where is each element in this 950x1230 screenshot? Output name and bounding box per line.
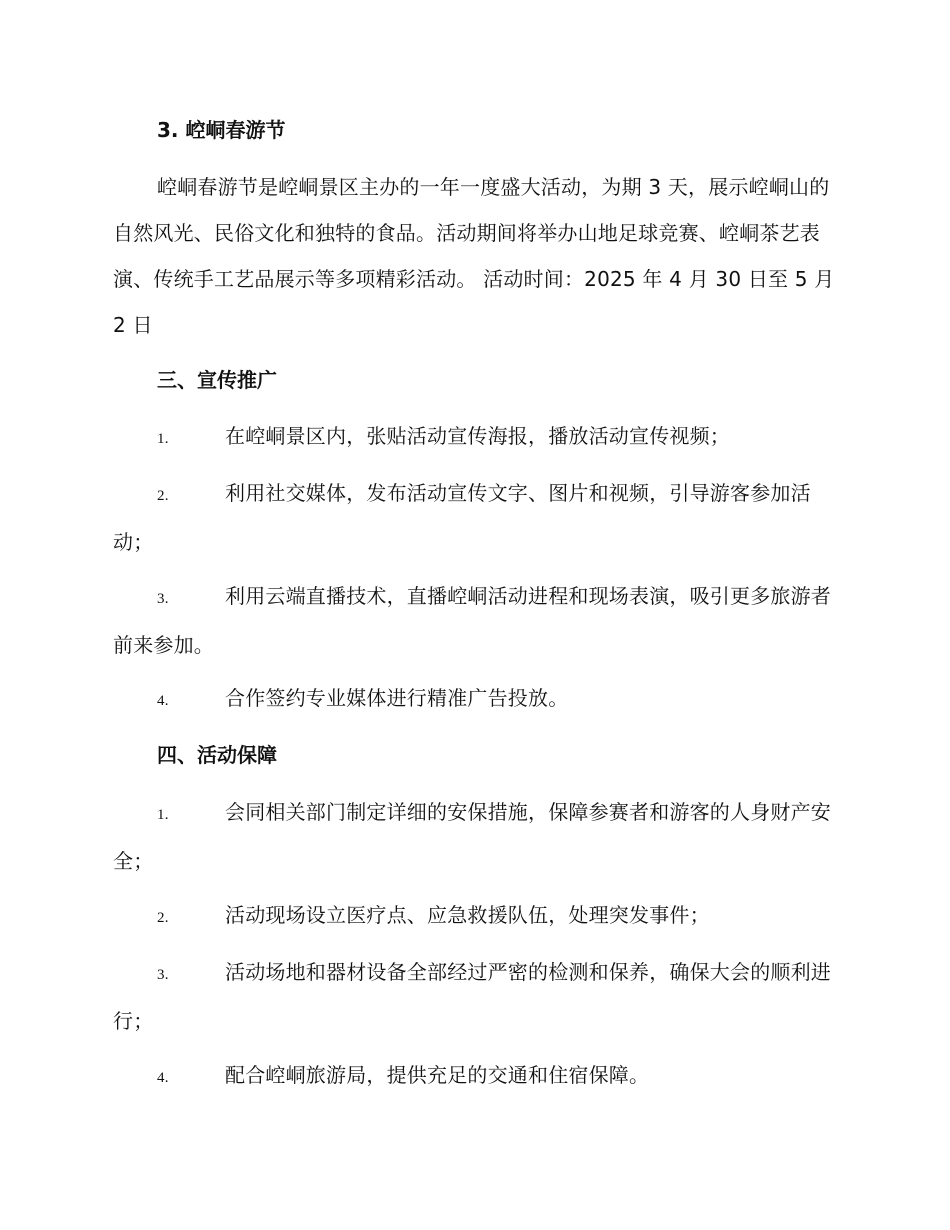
section-title-spring-festival: 3. 崆峒春游节 bbox=[157, 118, 286, 142]
list-item-text: 活动现场设立医疗点、应急救援队伍，处理突发事件； bbox=[225, 903, 710, 927]
list-number: 1. bbox=[157, 431, 169, 447]
list-number: 4. bbox=[157, 693, 169, 709]
list-item-text: 利用云端直播技术，直播崆峒活动进程和现场表演，吸引更多旅游者前来参加。 bbox=[113, 584, 831, 657]
list-item-text: 会同相关部门制定详细的安保措施，保障参赛者和游客的人身财产安全； bbox=[113, 800, 831, 873]
promotion-item-4 bbox=[113, 675, 835, 724]
list-number: 1. bbox=[157, 807, 169, 823]
promotion-item-3 bbox=[113, 573, 835, 668]
promotion-item-1 bbox=[113, 413, 835, 462]
list-item-text: 在崆峒景区内，张贴活动宣传海报，播放活动宣传视频； bbox=[225, 424, 730, 448]
list-number: 4. bbox=[157, 1070, 169, 1086]
section-body-spring-festival: 崆峒春游节是崆峒景区主办的一年一度盛大活动，为期 3 天，展示崆峒山的自然风光、民俗文化和独特的食品。活动期间将举办山地足球竞赛、崆峒茶艺表演、传统手工艺品展示等多项精彩活动。 活动时间：2025 年 4 月 30 日至 5 月 2 日 bbox=[113, 175, 835, 337]
list-number: 2. bbox=[157, 910, 169, 926]
list-item-text: 配合崆峒旅游局，提供充足的交通和住宿保障。 bbox=[225, 1063, 650, 1087]
guarantee-item-4 bbox=[113, 1052, 835, 1101]
section-title-guarantee: 四、活动保障 bbox=[157, 743, 277, 767]
list-item-text: 活动场地和器材设备全部经过严密的检测和保养，确保大会的顺利进行； bbox=[113, 960, 831, 1033]
guarantee-item-2 bbox=[113, 892, 835, 941]
guarantee-item-1 bbox=[113, 789, 835, 884]
promotion-item-2 bbox=[113, 470, 835, 565]
guarantee-item-3 bbox=[113, 949, 835, 1044]
list-item-text: 合作签约专业媒体进行精准广告投放。 bbox=[225, 686, 569, 710]
list-number: 3. bbox=[157, 591, 169, 607]
list-number: 2. bbox=[157, 488, 169, 504]
section-title-promotion: 三、宣传推广 bbox=[157, 368, 277, 392]
list-item-text: 利用社交媒体，发布活动宣传文字、图片和视频，引导游客参加活动； bbox=[113, 481, 811, 554]
list-number: 3. bbox=[157, 967, 169, 983]
